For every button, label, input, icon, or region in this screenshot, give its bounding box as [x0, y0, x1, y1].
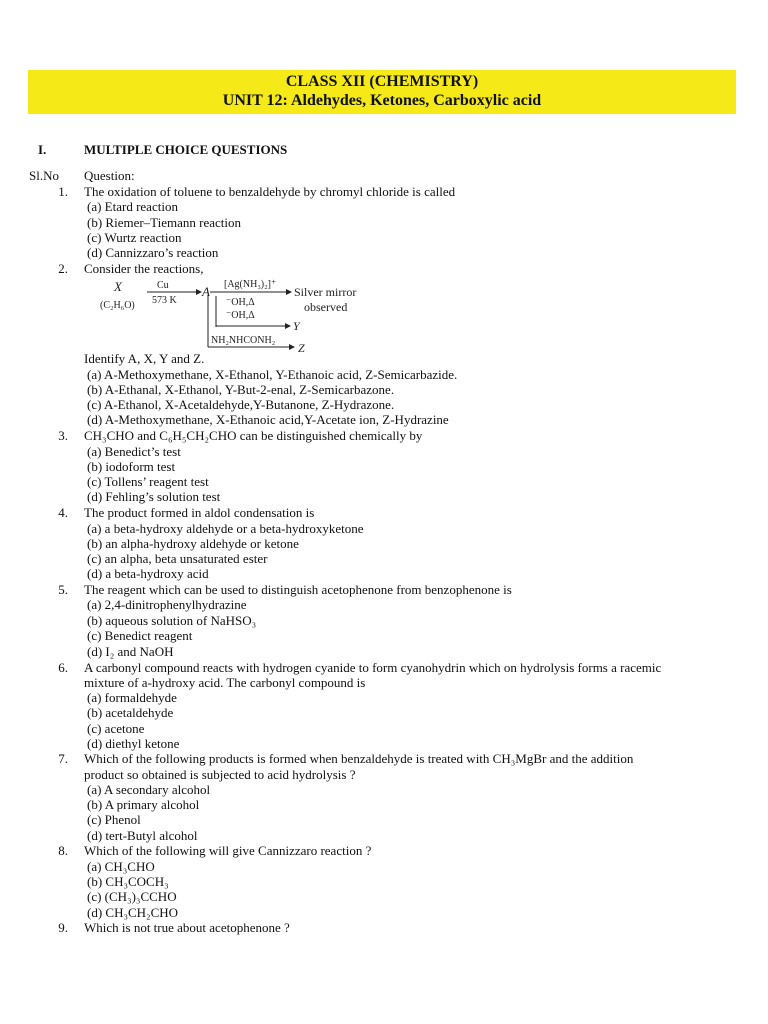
answer-option: (d) Cannizzaro’s reaction: [87, 245, 219, 260]
diagram-product-silver-1: Silver mirror: [294, 285, 357, 299]
diagram-oh-2: ⁻OH,Δ: [226, 310, 255, 321]
question-number: 7.: [58, 751, 68, 766]
diagram-a-label: A: [202, 284, 210, 299]
answer-option: (c) A-Ethanol, X-Acetaldehyde,Y-Butanone, Z-Hydrazone.: [87, 397, 395, 412]
answer-option: (a) Etard reaction: [87, 199, 178, 214]
question-number: 2.: [58, 261, 68, 276]
question-text: Which of the following products is formed when benzaldehyde is treated with CH₃MgBr and the addition: [84, 751, 634, 766]
diagram-z-label: Z: [298, 341, 305, 355]
answer-option: (b) Riemer–Tiemann reaction: [87, 215, 242, 230]
page-title: CLASS XII (CHEMISTRY): [285, 73, 479, 90]
column-header-question: Question:: [84, 168, 135, 183]
answer-option: (b) A primary alcohol: [87, 797, 200, 812]
answer-option: (b) an alpha-hydroxy aldehyde or ketone: [87, 536, 299, 551]
question-text-line: product so obtained is subjected to acid hydrolysis ?: [84, 767, 356, 782]
question-number: 9.: [58, 920, 68, 935]
diagram-product-silver-2: observed: [304, 300, 348, 314]
question-text: The product formed in aldol condensation is: [84, 505, 315, 520]
question-text: CH₃CHO and C₆H₅CH₂CHO can be distinguished chemically by: [84, 428, 423, 443]
answer-option: (c) an alpha, beta unsaturated ester: [87, 551, 268, 566]
diagram-arrowhead-z: [289, 344, 295, 350]
diagram-y-label: Y: [293, 319, 300, 333]
diagram-arrowhead-silver: [286, 289, 292, 295]
question-number: 8.: [58, 843, 68, 858]
question-number: 4.: [58, 505, 68, 520]
answer-option: (b) aqueous solution of NaHSO₃: [87, 613, 257, 628]
title-banner: [28, 70, 736, 114]
diagram-tollens-reagent: [Ag(NH₃)₂]⁺: [224, 279, 277, 290]
diagram-reagent-temp: 573 K: [152, 295, 177, 306]
diagram-reagent-cu: Cu: [157, 280, 169, 291]
answer-option: (a) A secondary alcohol: [87, 782, 211, 797]
question-text-line: mixture of a-hydroxy acid. The carbonyl compound is: [84, 675, 366, 690]
section-title: MULTIPLE CHOICE QUESTIONS: [84, 142, 288, 157]
answer-option: (b) acetaldehyde: [87, 705, 174, 720]
answer-option: (c) acetone: [87, 721, 145, 736]
answer-option: (c) Benedict reagent: [87, 628, 193, 643]
answer-option: (a) a beta-hydroxy aldehyde or a beta-hydroxyketone: [87, 521, 364, 536]
answer-option: (a) 2,4-dinitrophenylhydrazine: [87, 597, 247, 612]
diagram-x-formula: (C₂H₆O): [100, 300, 135, 311]
answer-option: (c) Tollens’ reagent test: [87, 474, 209, 489]
answer-option: (c) Phenol: [87, 812, 141, 827]
reaction-scheme-diagram: [92, 277, 392, 357]
answer-option: (d) tert-Butyl alcohol: [87, 828, 198, 843]
answer-option: (d) diethyl ketone: [87, 736, 180, 751]
page-subtitle: UNIT 12: Aldehydes, Ketones, Carboxylic acid: [222, 92, 542, 109]
question-text: A carbonyl compound reacts with hydrogen cyanide to form cyanohydrin which on hydrolysis forms a racemic: [84, 660, 662, 675]
answer-option: (d) CH₃CH₂CHO: [87, 905, 179, 920]
diagram-semicarbazide: NH₂NHCONH₂: [211, 335, 276, 346]
answer-option: (d) Fehling’s solution test: [87, 489, 221, 504]
column-header-slno: Sl.No: [29, 168, 59, 183]
diagram-arrowhead-y: [285, 323, 291, 329]
diagram-x-label: X: [114, 279, 122, 294]
answer-option: (b) iodoform test: [87, 459, 176, 474]
answer-option: (a) CH₃CHO: [87, 859, 155, 874]
answer-option: (a) Benedict’s test: [87, 444, 181, 459]
question-text: Which is not true about acetophenone ?: [84, 920, 290, 935]
question-number: 6.: [58, 660, 68, 675]
answer-option: (b) CH₃COCH₃: [87, 874, 169, 889]
question-text: Which of the following will give Cannizzaro reaction ?: [84, 843, 372, 858]
question-number: 5.: [58, 582, 68, 597]
answer-option: (a) A-Methoxymethane, X-Ethanol, Y-Ethanoic acid, Z-Semicarbazide.: [87, 367, 458, 382]
answer-option: (b) A-Ethanal, X-Ethanol, Y-But-2-enal, Z-Semicarbazone.: [87, 382, 395, 397]
question-text: The reagent which can be used to distinguish acetophenone from benzophenone is: [84, 582, 512, 597]
question-text: Consider the reactions,: [84, 261, 204, 276]
answer-option: (c) (CH₃)₃CCHO: [87, 889, 177, 904]
question-number: 3.: [58, 428, 68, 443]
section-number: I.: [38, 142, 47, 157]
answer-option: (d) a beta-hydroxy acid: [87, 566, 209, 581]
question-number: 1.: [58, 184, 68, 199]
answer-option: (d) A-Methoxymethane, X-Ethanoic acid,Y-Acetate ion, Z-Hydrazine: [87, 412, 449, 427]
answer-option: (a) formaldehyde: [87, 690, 177, 705]
answer-option: (d) I₂ and NaOH: [87, 644, 174, 659]
diagram-oh-1: ⁻OH,Δ: [226, 297, 255, 308]
question-text: The oxidation of toluene to benzaldehyde by chromyl chloride is called: [84, 184, 456, 199]
answer-option: (c) Wurtz reaction: [87, 230, 182, 245]
question-text-line: Identify A, X, Y and Z.: [84, 351, 205, 366]
